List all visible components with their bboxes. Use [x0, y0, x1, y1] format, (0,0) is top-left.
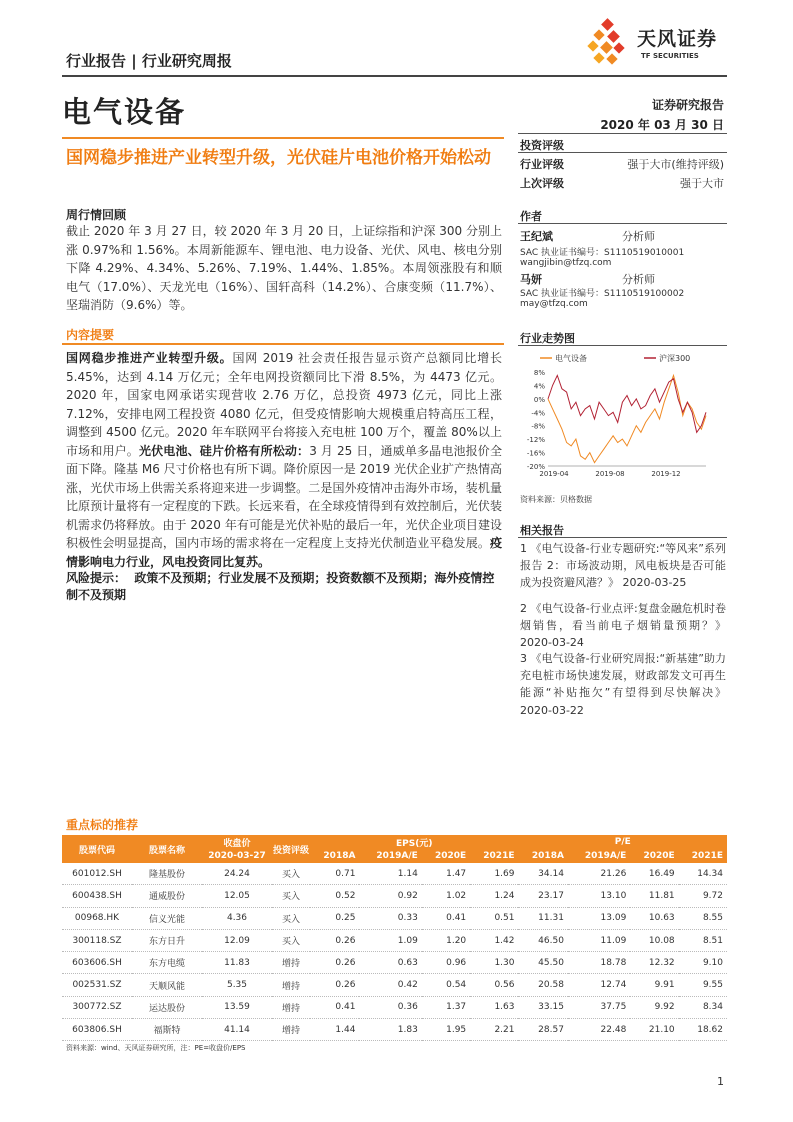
- rating-rule-top: [518, 133, 727, 134]
- table-cell: 买入: [272, 907, 310, 929]
- table-cell: 14.34: [679, 863, 727, 885]
- table-cell: 1.63: [470, 996, 518, 1018]
- table-cell: 600438.SH: [62, 885, 132, 907]
- summary-heading: 内容提要: [66, 328, 115, 342]
- table-cell: 信义光能: [132, 907, 202, 929]
- table-cell: 0.52: [310, 885, 359, 907]
- y-tick-label: 0%: [533, 395, 545, 404]
- table-source: 资料来源：wind、天风证券研究所，注：PE=收盘价/EPS: [66, 1044, 246, 1052]
- industry-title: 电气设备: [62, 95, 187, 129]
- brand-logo: [585, 18, 745, 68]
- table-cell: 41.14: [202, 1019, 272, 1041]
- table-cell: 46.50: [518, 929, 567, 951]
- trend-chart: [518, 348, 727, 480]
- related-report-2[interactable]: 2 《电气设备-行业点评:复盘金融危机时卷烟销售，看当前电子烟销量预期？》 2020-03-24: [520, 602, 726, 650]
- table-cell: 12.74: [568, 974, 630, 996]
- authors-heading: 作者: [520, 210, 542, 223]
- col-year: 2020E: [630, 849, 678, 863]
- table-row: [62, 952, 727, 974]
- table-cell: 增持: [272, 996, 310, 1018]
- table-cell: 0.56: [470, 974, 518, 996]
- table-cell: 买入: [272, 863, 310, 885]
- author-2-cert: SAC 执业证书编号：S1110519100002: [520, 289, 685, 299]
- table-cell: 33.15: [518, 996, 567, 1018]
- table-row: [62, 907, 727, 929]
- trend-heading: 行业走势图: [520, 332, 575, 345]
- author-1-cert: SAC 执业证书编号：S1110519010001: [520, 248, 685, 258]
- table-cell: 0.42: [359, 974, 421, 996]
- related-heading: 相关报告: [520, 524, 564, 537]
- table-cell: 1.95: [422, 1019, 470, 1041]
- table-cell: 11.83: [202, 952, 272, 974]
- col-price: 收盘价: [202, 835, 272, 849]
- related-rule: [518, 537, 727, 538]
- col-year: 2019A/E: [359, 849, 421, 863]
- author-2-email[interactable]: may@tfzq.com: [520, 299, 588, 309]
- table-row: [62, 974, 727, 996]
- table-cell: 2.21: [470, 1019, 518, 1041]
- table-cell: 0.71: [310, 863, 359, 885]
- table-cell: 12.09: [202, 929, 272, 951]
- table-cell: 4.36: [202, 907, 272, 929]
- x-tick-label: 2019-08: [595, 470, 625, 478]
- table-cell: 0.33: [359, 907, 421, 929]
- table-cell: 18.78: [568, 952, 630, 974]
- table-cell: 601012.SH: [62, 863, 132, 885]
- table-cell: 12.05: [202, 885, 272, 907]
- table-cell: 8.55: [679, 907, 727, 929]
- y-tick-label: -20%: [526, 463, 545, 471]
- table-row: [62, 1019, 727, 1041]
- table-cell: 运达股份: [132, 996, 202, 1018]
- summary-p1: 国网 2019 社会责任报告显示资产总额同比增长 5.45%，达到 4.14 万亿元；全年电网投资额同比下滑 8.5%，为 4473 亿元。2020 年，国家电网承诺实现营收 2.76 万亿，总投资 4973 亿元，同比上涨 7.12%，安排电网工程投资 4080 亿元，但受疫情影响大规模重启特高压工程，调整到 4500 亿元。2020 年车联网平台将接入充电桩 100 万个，覆盖 80%以上市场和用户。: [66, 351, 502, 458]
- col-pe: P/E: [518, 835, 727, 849]
- table-cell: 1.24: [470, 885, 518, 907]
- table-cell: 8.51: [679, 929, 727, 951]
- table-heading: 重点标的推荐: [66, 818, 139, 832]
- table-cell: 22.48: [568, 1019, 630, 1041]
- table-cell: 11.81: [630, 885, 678, 907]
- table-cell: 通威股份: [132, 885, 202, 907]
- risk-block: [66, 570, 502, 604]
- authors-rule: [518, 223, 727, 224]
- table-cell: 11.09: [568, 929, 630, 951]
- table-cell: 1.20: [422, 929, 470, 951]
- table-cell: 1.42: [470, 929, 518, 951]
- report-type: 行业报告 | 行业研究周报: [66, 52, 232, 70]
- legend-label-1: 电气设备: [555, 354, 587, 363]
- rating-rule: [518, 152, 727, 153]
- table-cell: 13.09: [568, 907, 630, 929]
- col-eps: EPS(元): [310, 835, 518, 849]
- table-cell: 603606.SH: [62, 952, 132, 974]
- table-row: [62, 885, 727, 907]
- weekly-text: 截止 2020 年 3 月 27 日，较 2020 年 3 月 20 日，上证综指和沪深 300 分别上涨 0.97%和 1.56%。本周新能源车、锂电池、电力设备、光伏、风电、核电分别下降 4.29%、4.34%、5.26%、7.19%、1.44%、1.85%。本周领涨股有和顺电气（17.0%）、天龙光电（16%）、国轩高科（14.2%）、合康变频（11.7%）、坚瑞消防（9.6%）等。: [66, 224, 502, 313]
- table-cell: 1.44: [310, 1019, 359, 1041]
- tf-logo-icon: [585, 18, 635, 68]
- brand-name-en: TF SECURITIES: [641, 52, 699, 60]
- table-cell: 1.14: [359, 863, 421, 885]
- table-cell: 21.10: [630, 1019, 678, 1041]
- table-cell: 1.09: [359, 929, 421, 951]
- table-cell: 9.91: [630, 974, 678, 996]
- table-cell: 买入: [272, 885, 310, 907]
- table-cell: 20.58: [518, 974, 567, 996]
- table-cell: 34.14: [518, 863, 567, 885]
- col-code: 股票代码: [62, 835, 132, 863]
- table-cell: 0.25: [310, 907, 359, 929]
- prev-rating-label: 上次评级: [520, 177, 564, 190]
- table-cell: 23.17: [518, 885, 567, 907]
- table-cell: 东方电缆: [132, 952, 202, 974]
- x-tick-label: 2019-04: [539, 470, 569, 478]
- col-year: 2019A/E: [568, 849, 630, 863]
- table-cell: 1.37: [422, 996, 470, 1018]
- table-cell: 0.63: [359, 952, 421, 974]
- table-cell: 12.32: [630, 952, 678, 974]
- table-cell: 9.92: [630, 996, 678, 1018]
- col-year: 2018A: [518, 849, 567, 863]
- table-cell: 1.83: [359, 1019, 421, 1041]
- col-year: 2021E: [679, 849, 727, 863]
- table-cell: 9.10: [679, 952, 727, 974]
- table-row: [62, 863, 727, 885]
- table-cell: 0.96: [422, 952, 470, 974]
- table-cell: 9.72: [679, 885, 727, 907]
- y-tick-label: -4%: [531, 409, 545, 418]
- table-cell: 13.59: [202, 996, 272, 1018]
- summary-p2-bold: 光伏电池、硅片价格有所松动：: [138, 443, 310, 458]
- table-cell: 10.63: [630, 907, 678, 929]
- related-report-1[interactable]: 1 《电气设备-行业专题研究:“等风来”系列报告 2：市场波动期，风电板块是否可能成为投资避风港？》 2020-03-25: [520, 542, 726, 590]
- y-tick-label: -16%: [526, 449, 545, 458]
- industry-rating-value: 强于大市(维持评级): [627, 158, 724, 171]
- author-1-role: 分析师: [622, 230, 655, 243]
- table-cell: 10.08: [630, 929, 678, 951]
- col-year: 2018A: [310, 849, 359, 863]
- table-cell: 天顺风能: [132, 974, 202, 996]
- industry-rating-label: 行业评级: [520, 158, 564, 171]
- table-cell: 1.30: [470, 952, 518, 974]
- prev-rating-value: 强于大市: [680, 177, 724, 190]
- legend-label-2: 沪深300: [659, 354, 691, 363]
- rating-heading: 投资评级: [520, 139, 564, 152]
- table-row: [62, 996, 727, 1018]
- table-row: [62, 929, 727, 951]
- table-cell: 0.41: [310, 996, 359, 1018]
- table-cell: 37.75: [568, 996, 630, 1018]
- table-cell: 00968.HK: [62, 907, 132, 929]
- table-cell: 东方日升: [132, 929, 202, 951]
- trend-rule: [518, 345, 727, 346]
- report-date: 2020 年 03 月 30 日: [600, 118, 724, 132]
- trend-source: 资料来源：贝格数据: [520, 495, 592, 504]
- headline-rule: [62, 137, 504, 139]
- series-line-1: [548, 375, 706, 462]
- summary-p3-bold: 疫情影响电力行业，风电投资同比复苏。: [66, 536, 502, 569]
- brand-name: 天风证券: [637, 28, 718, 50]
- col-year: 2020E: [422, 849, 470, 863]
- col-year: 2021E: [470, 849, 518, 863]
- table-cell: 9.55: [679, 974, 727, 996]
- table-cell: 1.69: [470, 863, 518, 885]
- weekly-heading: 周行情回顾: [66, 208, 127, 222]
- author-2-name: 马妍: [520, 273, 542, 286]
- y-tick-label: 4%: [533, 382, 545, 391]
- col-name: 股票名称: [132, 835, 202, 863]
- table-cell: 0.51: [470, 907, 518, 929]
- author-1-name: 王纪斌: [520, 230, 553, 243]
- table-cell: 8.34: [679, 996, 727, 1018]
- author-1-email[interactable]: wangjibin@tfzq.com: [520, 258, 612, 268]
- table-cell: 1.47: [422, 863, 470, 885]
- table-cell: 603806.SH: [62, 1019, 132, 1041]
- table-cell: 0.54: [422, 974, 470, 996]
- risk-text: 政策不及预期；行业发展不及预期；投资数额不及预期；海外疫情控制不及预期: [66, 571, 495, 602]
- table-cell: 5.35: [202, 974, 272, 996]
- report-kind: 证券研究报告: [651, 98, 724, 112]
- table-cell: 增持: [272, 1019, 310, 1041]
- risk-label: 风险提示：: [66, 571, 127, 585]
- table-cell: 11.31: [518, 907, 567, 929]
- summary-rule: [62, 343, 504, 345]
- table-cell: 18.62: [679, 1019, 727, 1041]
- table-cell: 16.49: [630, 863, 678, 885]
- summary-p1-bold: 国网稳步推进产业转型升级。: [66, 351, 233, 365]
- table-cell: 24.24: [202, 863, 272, 885]
- table-cell: 002531.SZ: [62, 974, 132, 996]
- table-cell: 福斯特: [132, 1019, 202, 1041]
- page-number: 1: [717, 1075, 724, 1088]
- summary-body: [66, 349, 502, 571]
- table-cell: 0.92: [359, 885, 421, 907]
- table-cell: 1.02: [422, 885, 470, 907]
- col-rating: 投资评级: [272, 835, 310, 863]
- table-cell: 增持: [272, 974, 310, 996]
- y-tick-label: 8%: [533, 369, 545, 377]
- table-cell: 隆基股份: [132, 863, 202, 885]
- table-cell: 0.26: [310, 974, 359, 996]
- table-cell: 21.26: [568, 863, 630, 885]
- series-line-2: [548, 375, 706, 432]
- recommend-table: [62, 835, 727, 1041]
- table-cell: 300772.SZ: [62, 996, 132, 1018]
- author-2-role: 分析师: [622, 273, 655, 286]
- related-report-3[interactable]: 3 《电气设备-行业研究周报:“新基建”助力充电桩市场快速发展，财政部发文可再生能源“补贴拖欠”有望得到尽快解决》 2020-03-22: [520, 652, 726, 717]
- table-cell: 0.36: [359, 996, 421, 1018]
- col-price-date: 2020-03-27: [202, 849, 272, 863]
- table-cell: 0.41: [422, 907, 470, 929]
- summary-p2: 3 月 25 日，通威单多晶电池报价全面下降。隆基 M6 尺寸价格也有所下调。降价原因一是 2019 光伏企业扩产热情高涨，光伏市场上供需关系将迎来进一步调整。二是国外疫情冲击海外市场，装机量比原预计量将有一定程度的下跌。长远来看，在全球疫情得到有效控制后，光伏装机需求仍将释放。由于 2020 年有可能是光伏补贴的最后一年，光伏企业项目建设积极性会明显提高，国内市场的需求将在一定程度上支持光伏制造业平稳发展。: [66, 443, 502, 550]
- table-cell: 买入: [272, 929, 310, 951]
- table-cell: 45.50: [518, 952, 567, 974]
- headline: 国网稳步推进产业转型升级，光伏硅片电池价格开始松动: [66, 148, 491, 168]
- y-tick-label: -8%: [531, 422, 545, 431]
- table-cell: 0.26: [310, 952, 359, 974]
- table-cell: 0.26: [310, 929, 359, 951]
- table-cell: 13.10: [568, 885, 630, 907]
- table-cell: 增持: [272, 952, 310, 974]
- x-tick-label: 2019-12: [651, 470, 681, 478]
- table-cell: 300118.SZ: [62, 929, 132, 951]
- header-divider: [62, 75, 727, 77]
- y-tick-label: -12%: [526, 436, 545, 445]
- table-cell: 28.57: [518, 1019, 567, 1041]
